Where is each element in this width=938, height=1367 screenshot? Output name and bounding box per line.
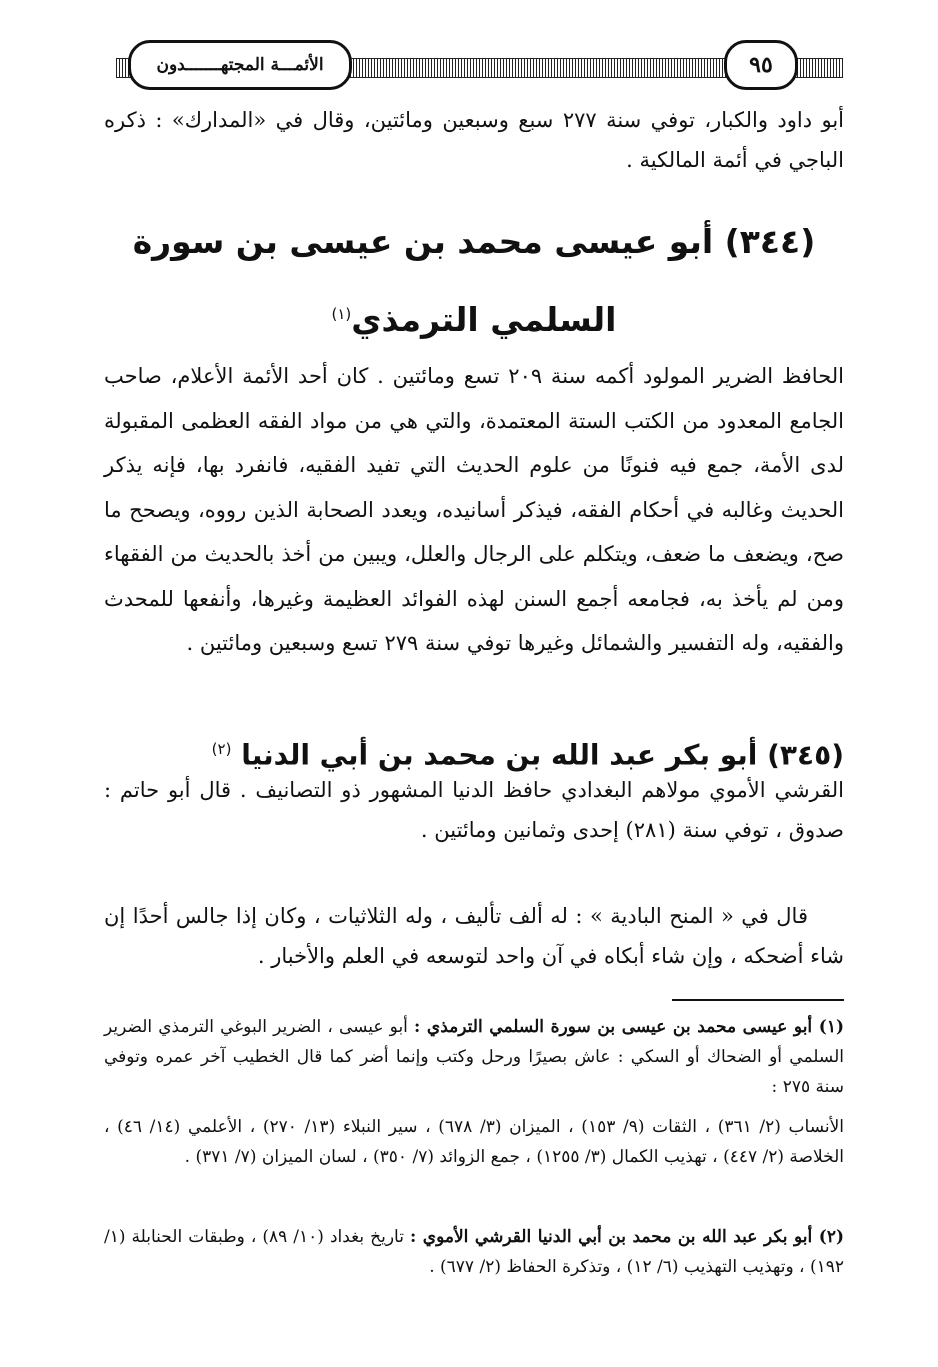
footnote-marker-2[interactable]: (٢) <box>211 740 232 758</box>
running-header-title <box>128 40 352 90</box>
footnote-2-head: (٢) أبو بكر عبد الله بن محمد بن أبي الدنيا القرشي الأموي : <box>409 1227 845 1247</box>
footnote-1-text: أبو عيسى ، الضرير البوغي الترمذي الضرير السلمي أو الضحاك أو السكي : عاش بصيرًا ورحل وكتب وإنما أضر كما قال الخطيب آخر عمره وتوفي سنة ٢٧٥ : <box>104 1017 844 1097</box>
footnote-2-text: تاريخ بغداد (١٠/ ٨٩) ، وطبقات الحنابلة (١/ ١٩٢) ، وتهذيب التهذيب (٦/ ١٢) ، وتذكرة الحفاظ (٢/ ٦٧٧) . <box>104 1227 844 1277</box>
entry-344-heading-line2: السلمي الترمذي <box>351 300 617 339</box>
entry-344-heading-line1: (٣٤٤) أبو عيسى محمد بن عيسى بن سورة <box>132 222 816 261</box>
entry-344-heading-line2-wrap <box>104 284 844 350</box>
footnote-1-head: (١) أبو عيسى محمد بن عيسى بن سورة السلمي الترمذي : <box>414 1017 845 1037</box>
footnote-1 <box>104 1012 844 1102</box>
footnote-separator <box>672 999 844 1001</box>
footnote-2 <box>104 1222 844 1282</box>
footnote-1-references: الأنساب (٢/ ٣٦١) ، الثقات (٩/ ١٥٣) ، الميزان (٣/ ٦٧٨) ، سير النبلاء (١٣/ ٢٧٠) ، الأعلمي (١٤/ ٤٦) ، الخلاصة (٢/ ٤٤٧) ، تهذيب الكمال (٣/ ١٢٥٥) ، جمع الزوائد (٧/ ٣٥٠) ، لسان الميزان (٧/ ٣٧١) . <box>104 1117 845 1167</box>
intro-paragraph: أبو داود والكبار، توفي سنة ٢٧٧ سبع وسبعين ومائتين، وقال في «المدارك» : ذكره الباجي في أئمة المالكية . <box>104 108 844 172</box>
entry-345-heading-text: (٣٤٥) أبو بكر عبد الله بن محمد بن أبي الدنيا <box>241 738 844 772</box>
page-number: ٩٥ <box>749 52 773 78</box>
running-header-text: الأئمـــة المجتهـــــــدون <box>156 55 324 75</box>
entry-345-body-1: القرشي الأموي مولاهم البغدادي حافظ الدنيا المشهور ذو التصانيف . قال أبو حاتم : صدوق ، توفي سنة (٢٨١) إحدى وثمانين ومائتين . <box>104 778 844 842</box>
page-number-badge <box>724 40 798 90</box>
footnote-marker-1[interactable]: (١) <box>331 305 352 323</box>
entry-345-body-2: قال في « المنح البادية » : له ألف تأليف ، وله الثلاثيات ، وكان إذا جالس أحدًا إن شاء أضحكه ، وإن شاء أبكاه في آن واحد لتوسعه في العلم والأخبار . <box>104 904 844 968</box>
entry-344-heading <box>104 212 844 350</box>
entry-344-body: الحافظ الضرير المولود أكمه سنة ٢٠٩ تسع ومائتين . كان أحد الأئمة الأعلام، صاحب الجامع المعدود من الكتب الستة المعتمدة، والتي هي من مواد الفقه العظمى المقبولة لدى الأمة، جمع فيه فنونًا من علوم الحديث التي تفيد الفقيه، فانفرد بها، فإنه يذكر الحديث وغالبه في أحكام الفقه، فيذكر أسانيده، ويعدد الصحابة الذين رووه، ويصحح ما صح، ويضعف ما ضعف، ويتكلم على الرجال والعلل، ويبين من أخذ بالحديث من الفقهاء ومن لم يأخذ به، فجامعه أجمع السنن لهذه الفوائد العظيمة وغيرها، وأنفعها للمحدث والفقيه، وله التفسير والشمائل وغيرها توفي سنة ٢٧٩ تسع وسبعين ومائتين . <box>104 364 844 655</box>
